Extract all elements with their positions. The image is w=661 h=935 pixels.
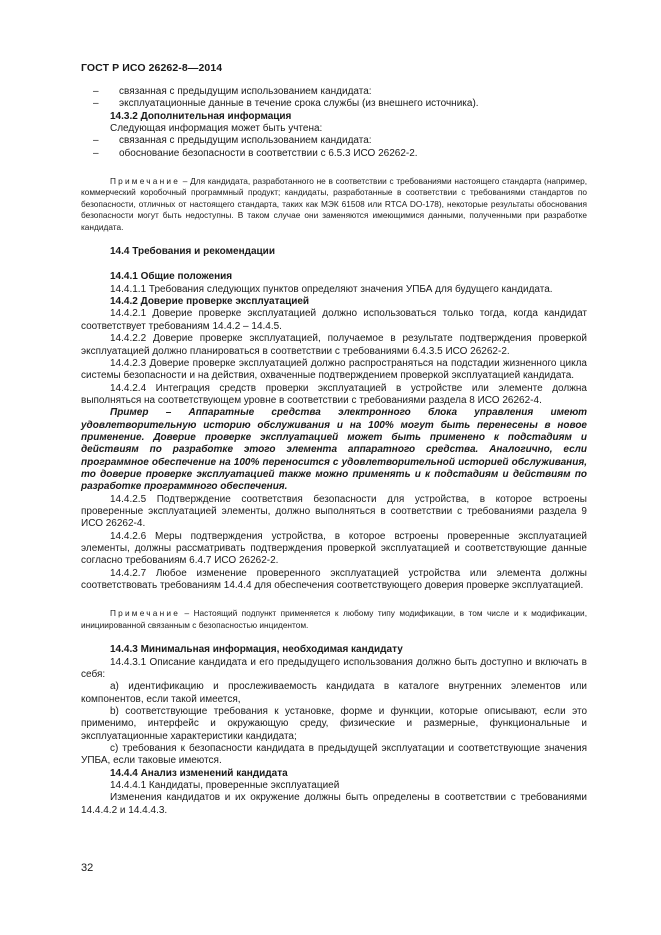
note-label: Примечание <box>110 176 181 187</box>
paragraph: 14.4.4.1 Кандидаты, проверенные эксплуатацией <box>110 779 340 791</box>
paragraph: 14.4.2.7 Любое изменение проверенного эксплуатацией устройства или элемента должны соответствовать требованиям 14.4.4 для обеспечения соответствующего доверия проверке эксплуатацией. <box>81 567 587 592</box>
list-item-text: связанная с предыдущим использованием кандидата: <box>119 135 372 147</box>
list-item-text: эксплуатационные данные в течение срока службы (из внешнего источника). <box>119 98 479 110</box>
note-text: – Для кандидата, разработанного не в соответствии с требованиями настоящего стандарта (например, коммерческий коробочный программный продукт; кандидаты, разработанные в соответствии с требованиями стандартов по безопасности, отличных от настоящего стандарта, таких как МЭК 61508 или RTCA DO-178), некоторые результаты обоснования безопасности могут быть недоступны. В таком случае они заменяются имеющимися данными, полученными при разработке кандидата. <box>81 176 587 232</box>
paragraph: 14.4.2.3 Доверие проверке эксплуатацией должно распространяться на подстадии жизненного цикла системы безопасности и на действия, охваченные подтверждением проверкой эксплуатацией кандидата. <box>81 357 587 382</box>
list-item: – обоснование безопасности в соответствии с 6.5.3 ИСО 26262-2. <box>93 147 418 159</box>
example-block: Пример – Аппаратные средства электронного блока управления имеют удовлетворительную историю обслуживания и на 100% могут быть перенесены в новое применение. Доверие проверке эксплуатацией может быть применено к подстадиям и действиям по разработке этого элемента аппаратного средства. Аналогично, если программное обеспечение на 100% переносится с удовлетворительной историей обслуживания, то доверие проверке эксплуатацией также можно применять и к подстадиям и действиям по разработке программного обеспечения. <box>81 407 587 493</box>
list-item-a: а) идентификацию и прослеживаемость кандидата в каталоге внутренних элементов или компонентов, если такой имеется, <box>81 681 587 705</box>
list-item-b: b) соответствующие требования к установке, форме и функции, которые описывают, если это применимо, интерфейс и окружающую среду, физические и размерные, функциональные и эксплуатационные характеристики кандидата; <box>81 705 587 742</box>
section-heading-14-3-2: 14.3.2 Дополнительная информация <box>110 110 292 122</box>
section-heading-14-4-1: 14.4.1 Общие положения <box>110 271 233 283</box>
paragraph: Следующая информация может быть учтена: <box>110 123 323 135</box>
paragraph: 14.4.3.1 Описание кандидата и его предыдущего использования должно быть доступно и включать в себя: <box>81 656 587 680</box>
note-label: Примечание <box>110 608 181 619</box>
list-item: – связанная с предыдущим использованием кандидата: <box>93 135 372 147</box>
section-heading-14-4-4: 14.4.4 Анализ изменений кандидата <box>110 767 288 779</box>
page-number: 32 <box>81 862 94 874</box>
list-item-text: связанная с предыдущим использованием кандидата: <box>119 86 372 97</box>
paragraph: 14.4.2.5 Подтверждение соответствия безопасности для устройства, в которое встроены проверенные эксплуатацией элементы, должно выполняться в соответствии с требованиями раздела 9 ИСО 26262-4. <box>81 493 587 530</box>
section-heading-14-4: 14.4 Требования и рекомендации <box>110 246 275 258</box>
paragraph: 14.4.1.1 Требования следующих пунктов определяют значения УПБА для будущего кандидата. <box>110 283 553 295</box>
document-header: ГОСТ Р ИСО 26262-8—2014 <box>81 62 223 74</box>
section-heading-14-4-2: 14.4.2 Доверие проверке эксплуатацией <box>110 296 310 308</box>
list-item-c: с) требования к безопасности кандидата в предыдущей эксплуатации и соответствующие значения УПБА, если таковые имеются. <box>81 742 587 767</box>
paragraph: Изменения кандидатов и их окружение должны быть определены в соответствии с требованиями 14.4.4.2 и 14.4.4.3. <box>81 792 587 816</box>
note-1 <box>81 176 587 233</box>
paragraph: 14.4.2.1 Доверие проверке эксплуатацией должно использоваться только тогда, когда кандидат соответствует требованиям 14.4.2 – 14.4.5. <box>81 308 587 332</box>
page-content <box>81 86 587 817</box>
paragraph: 14.4.2.6 Меры подтверждения устройства, в которое встроены проверенные эксплуатацией элементы, должны рассматривать подтверждения проверкой эксплуатацией и соответствующие данные согласно требованиям 6.4.7 ИСО 26262-2. <box>81 530 587 567</box>
list-item: – связанная с предыдущим использованием кандидата: <box>93 86 372 97</box>
list-item-text: обоснование безопасности в соответствии с 6.5.3 ИСО 26262-2. <box>119 147 418 159</box>
section-heading-14-4-3: 14.4.3 Минимальная информация, необходимая кандидату <box>110 644 403 656</box>
paragraph: 14.4.2.4 Интеграция средств проверки эксплуатацией в устройстве или элементе должна выполняться на соответствующем уровне в соответствии с требованиями раздела 8 ИСО 26262-4. <box>81 382 587 406</box>
list-item: – эксплуатационные данные в течение срока службы (из внешнего источника). <box>93 98 479 110</box>
note-2 <box>81 608 587 631</box>
paragraph: 14.4.2.2 Доверие проверке эксплуатацией, получаемое в результате подтверждения проверкой эксплуатацией должно планироваться в соответствии с требованиями 6.4.3.5 ИСО 26262-2. <box>81 333 587 357</box>
note-text: – Настоящий подпункт применяется к любому типу модификации, в том числе и к модификации, инициированной связанным с безопасностью инцидентом. <box>81 608 588 630</box>
